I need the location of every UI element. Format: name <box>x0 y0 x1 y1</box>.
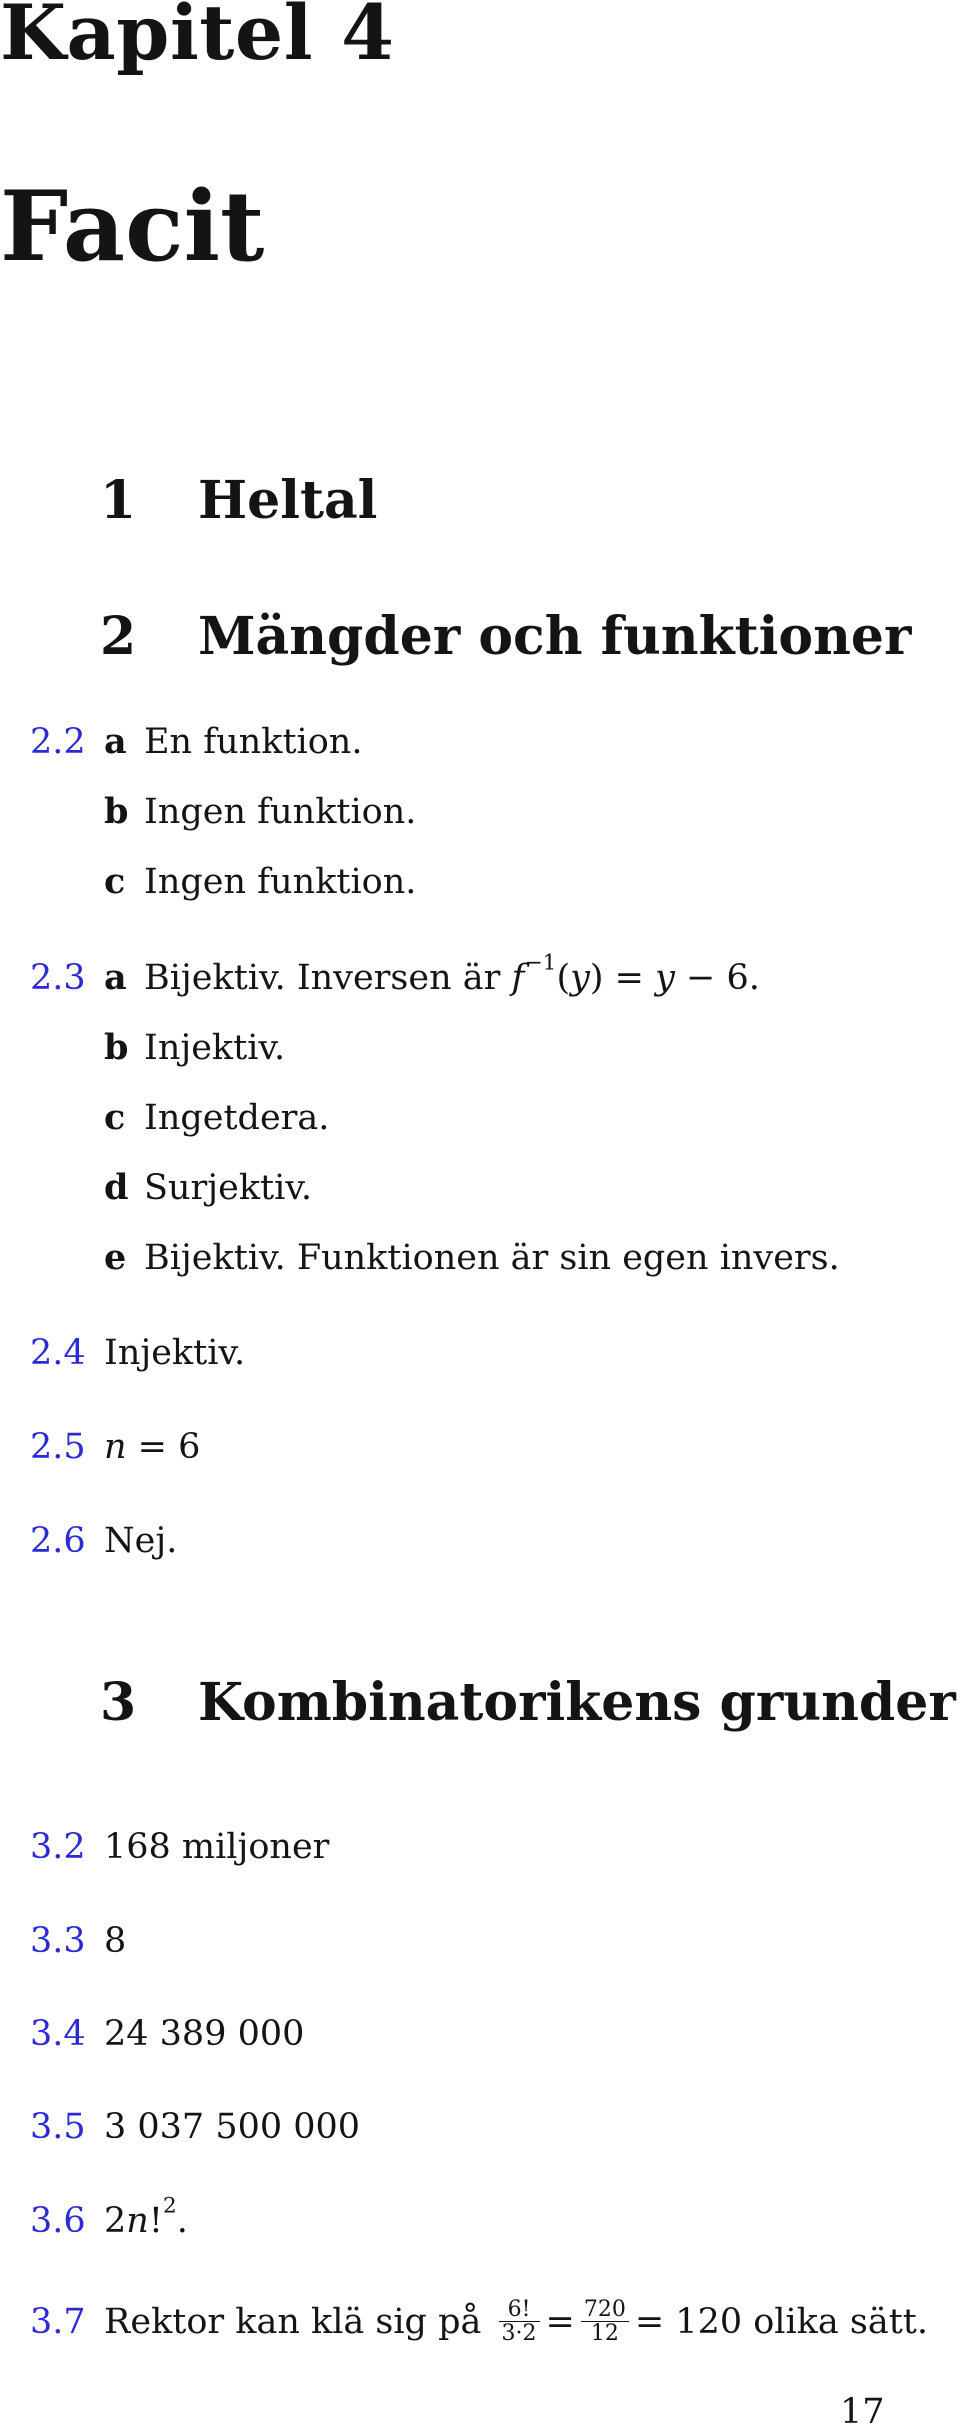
section-number: 2 <box>100 606 137 667</box>
fraction-denominator: 3·2 <box>501 2321 537 2347</box>
fraction-numerator: 6! <box>499 2298 540 2322</box>
answer-2-6 <box>30 1521 178 1561</box>
answer-text: = 6 <box>126 1427 201 1467</box>
math-coef: 2 <box>104 2201 127 2241</box>
answer-text: En funktion. <box>144 722 363 762</box>
section-heading-3 <box>100 1672 956 1733</box>
problem-number: 3.4 <box>30 2014 86 2054</box>
answer-text: Injektiv. <box>104 1333 246 1373</box>
problem-number: 2.5 <box>30 1427 86 1467</box>
problem-number: 3.7 <box>30 2302 86 2343</box>
fraction-denominator: 12 <box>590 2321 619 2347</box>
section-title: Mängder och funktioner <box>198 606 912 667</box>
answer-text: 3 037 500 000 <box>104 2107 361 2147</box>
subitem-label: d <box>104 1167 129 1208</box>
subitem-label: b <box>104 791 129 832</box>
math-period: . <box>176 2201 188 2241</box>
section-number: 3 <box>100 1672 137 1733</box>
answer-2-3-d <box>104 1167 313 1208</box>
answer-3-3 <box>30 1921 127 1961</box>
fraction-numerator: 720 <box>581 2298 629 2322</box>
chapter-heading <box>0 0 395 77</box>
page-title: Facit <box>0 170 265 283</box>
section-title: Kombinatorikens grunder <box>198 1672 956 1733</box>
math-y: y <box>570 958 590 998</box>
problem-number: 3.5 <box>30 2107 86 2147</box>
answer-text: Bijektiv. Inversen är <box>144 958 501 998</box>
answer-text: Surjektiv. <box>144 1168 313 1208</box>
answer-3-5 <box>30 2107 361 2147</box>
answer-3-6 <box>30 2193 188 2241</box>
answer-text: = 120 olika sätt. <box>634 2302 928 2343</box>
answer-2-3-a <box>30 950 760 998</box>
math-exponent: 2 <box>162 2193 177 2219</box>
chapter-number: 4 <box>341 0 395 77</box>
answer-2-3-c <box>104 1097 330 1138</box>
math-eq: ) = <box>589 958 656 998</box>
problem-number: 2.2 <box>30 722 86 762</box>
problem-number: 2.4 <box>30 1333 86 1373</box>
subitem-label: b <box>104 1027 129 1068</box>
fraction-720-12 <box>581 2298 629 2345</box>
page-number: 17 <box>840 2392 885 2432</box>
subitem-label: a <box>104 957 127 998</box>
answer-text: 24 389 000 <box>104 2014 305 2054</box>
section-title: Heltal <box>198 470 378 531</box>
answer-text: Bijektiv. Funktionen är sin egen invers. <box>144 1238 840 1278</box>
subitem-label: c <box>104 861 126 902</box>
answer-2-2-a <box>30 721 363 762</box>
fraction-6-factorial <box>499 2298 540 2345</box>
math-tail: − 6. <box>674 958 760 998</box>
answer-text: Ingen funktion. <box>144 862 417 902</box>
subitem-label: e <box>104 1237 127 1278</box>
math-exponent: −1 <box>524 950 557 976</box>
answer-2-2-b <box>104 791 417 832</box>
answer-text: 8 <box>104 1921 127 1961</box>
problem-number: 2.3 <box>30 958 86 998</box>
math-f: f <box>511 958 525 998</box>
answer-3-4 <box>30 2014 305 2054</box>
answer-2-3-e <box>104 1237 840 1278</box>
answer-2-5 <box>30 1427 201 1467</box>
section-number: 1 <box>100 470 137 531</box>
math-n: n <box>104 1427 127 1467</box>
answer-text: 168 miljoner <box>104 1827 330 1867</box>
section-heading-2 <box>100 606 911 667</box>
answer-text: Ingen funktion. <box>144 792 417 832</box>
answer-3-7 <box>30 2297 928 2347</box>
answer-2-4 <box>30 1333 246 1373</box>
problem-number: 2.6 <box>30 1521 86 1561</box>
subitem-label: a <box>104 721 127 762</box>
section-heading-1 <box>100 470 377 531</box>
problem-number: 3.3 <box>30 1921 86 1961</box>
chapter-word: Kapitel <box>0 0 314 77</box>
math-n: n <box>126 2201 149 2241</box>
math-y: y <box>655 958 675 998</box>
answer-2-2-c <box>104 861 417 902</box>
math-paren: ( <box>556 958 571 998</box>
problem-number: 3.6 <box>30 2201 86 2241</box>
answer-text: Injektiv. <box>144 1028 286 1068</box>
answer-3-2 <box>30 1827 330 1867</box>
answer-text: Ingetdera. <box>144 1098 330 1138</box>
answer-2-3-b <box>104 1027 286 1068</box>
problem-number: 3.2 <box>30 1827 86 1867</box>
math-factorial: ! <box>148 2201 163 2241</box>
subitem-label: c <box>104 1097 126 1138</box>
answer-text: Nej. <box>104 1521 178 1561</box>
answer-text: Rektor kan klä sig på <box>104 2302 482 2343</box>
math-eq: = <box>545 2302 575 2343</box>
